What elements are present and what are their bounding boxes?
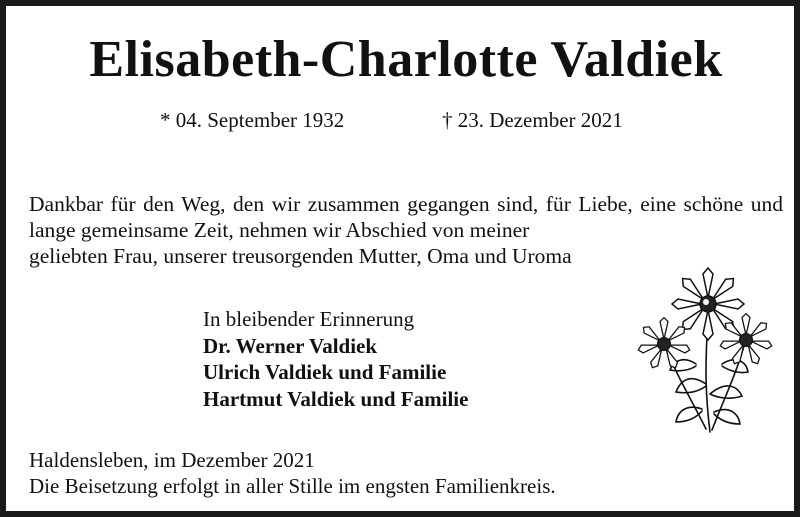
farewell-text <box>29 191 783 269</box>
edelweiss-flowers-icon <box>636 264 776 444</box>
mourner-name: Hartmut Valdiek und Familie <box>203 386 469 411</box>
deceased-name: Elisabeth-Charlotte Valdiek <box>89 31 723 88</box>
footer-block <box>29 447 556 499</box>
mourner-name: Dr. Werner Valdiek <box>203 333 378 358</box>
farewell-text-main: Dankbar für den Weg, den wir zusammen gegangen sind, für Liebe, eine schöne und lange gemeinsame Zeit, nehmen wir Abschied von meiner <box>29 192 783 242</box>
burial-note: Die Beisetzung erfolgt in aller Stille im engsten Familienkreis. <box>29 474 556 498</box>
place-and-date: Haldensleben, im Dezember 2021 <box>29 448 315 472</box>
birth-date: * 04. September 1932 <box>160 108 345 132</box>
death-date: † 23. Dezember 2021 <box>442 108 623 132</box>
remembrance-line: In bleibender Erinnerung <box>203 307 415 331</box>
mourners-block <box>203 306 468 412</box>
mourner-name: Ulrich Valdiek und Familie <box>203 360 447 384</box>
farewell-text-last-line: geliebten Frau, unserer treusorgenden Mutter, Oma und Uroma <box>29 244 572 268</box>
